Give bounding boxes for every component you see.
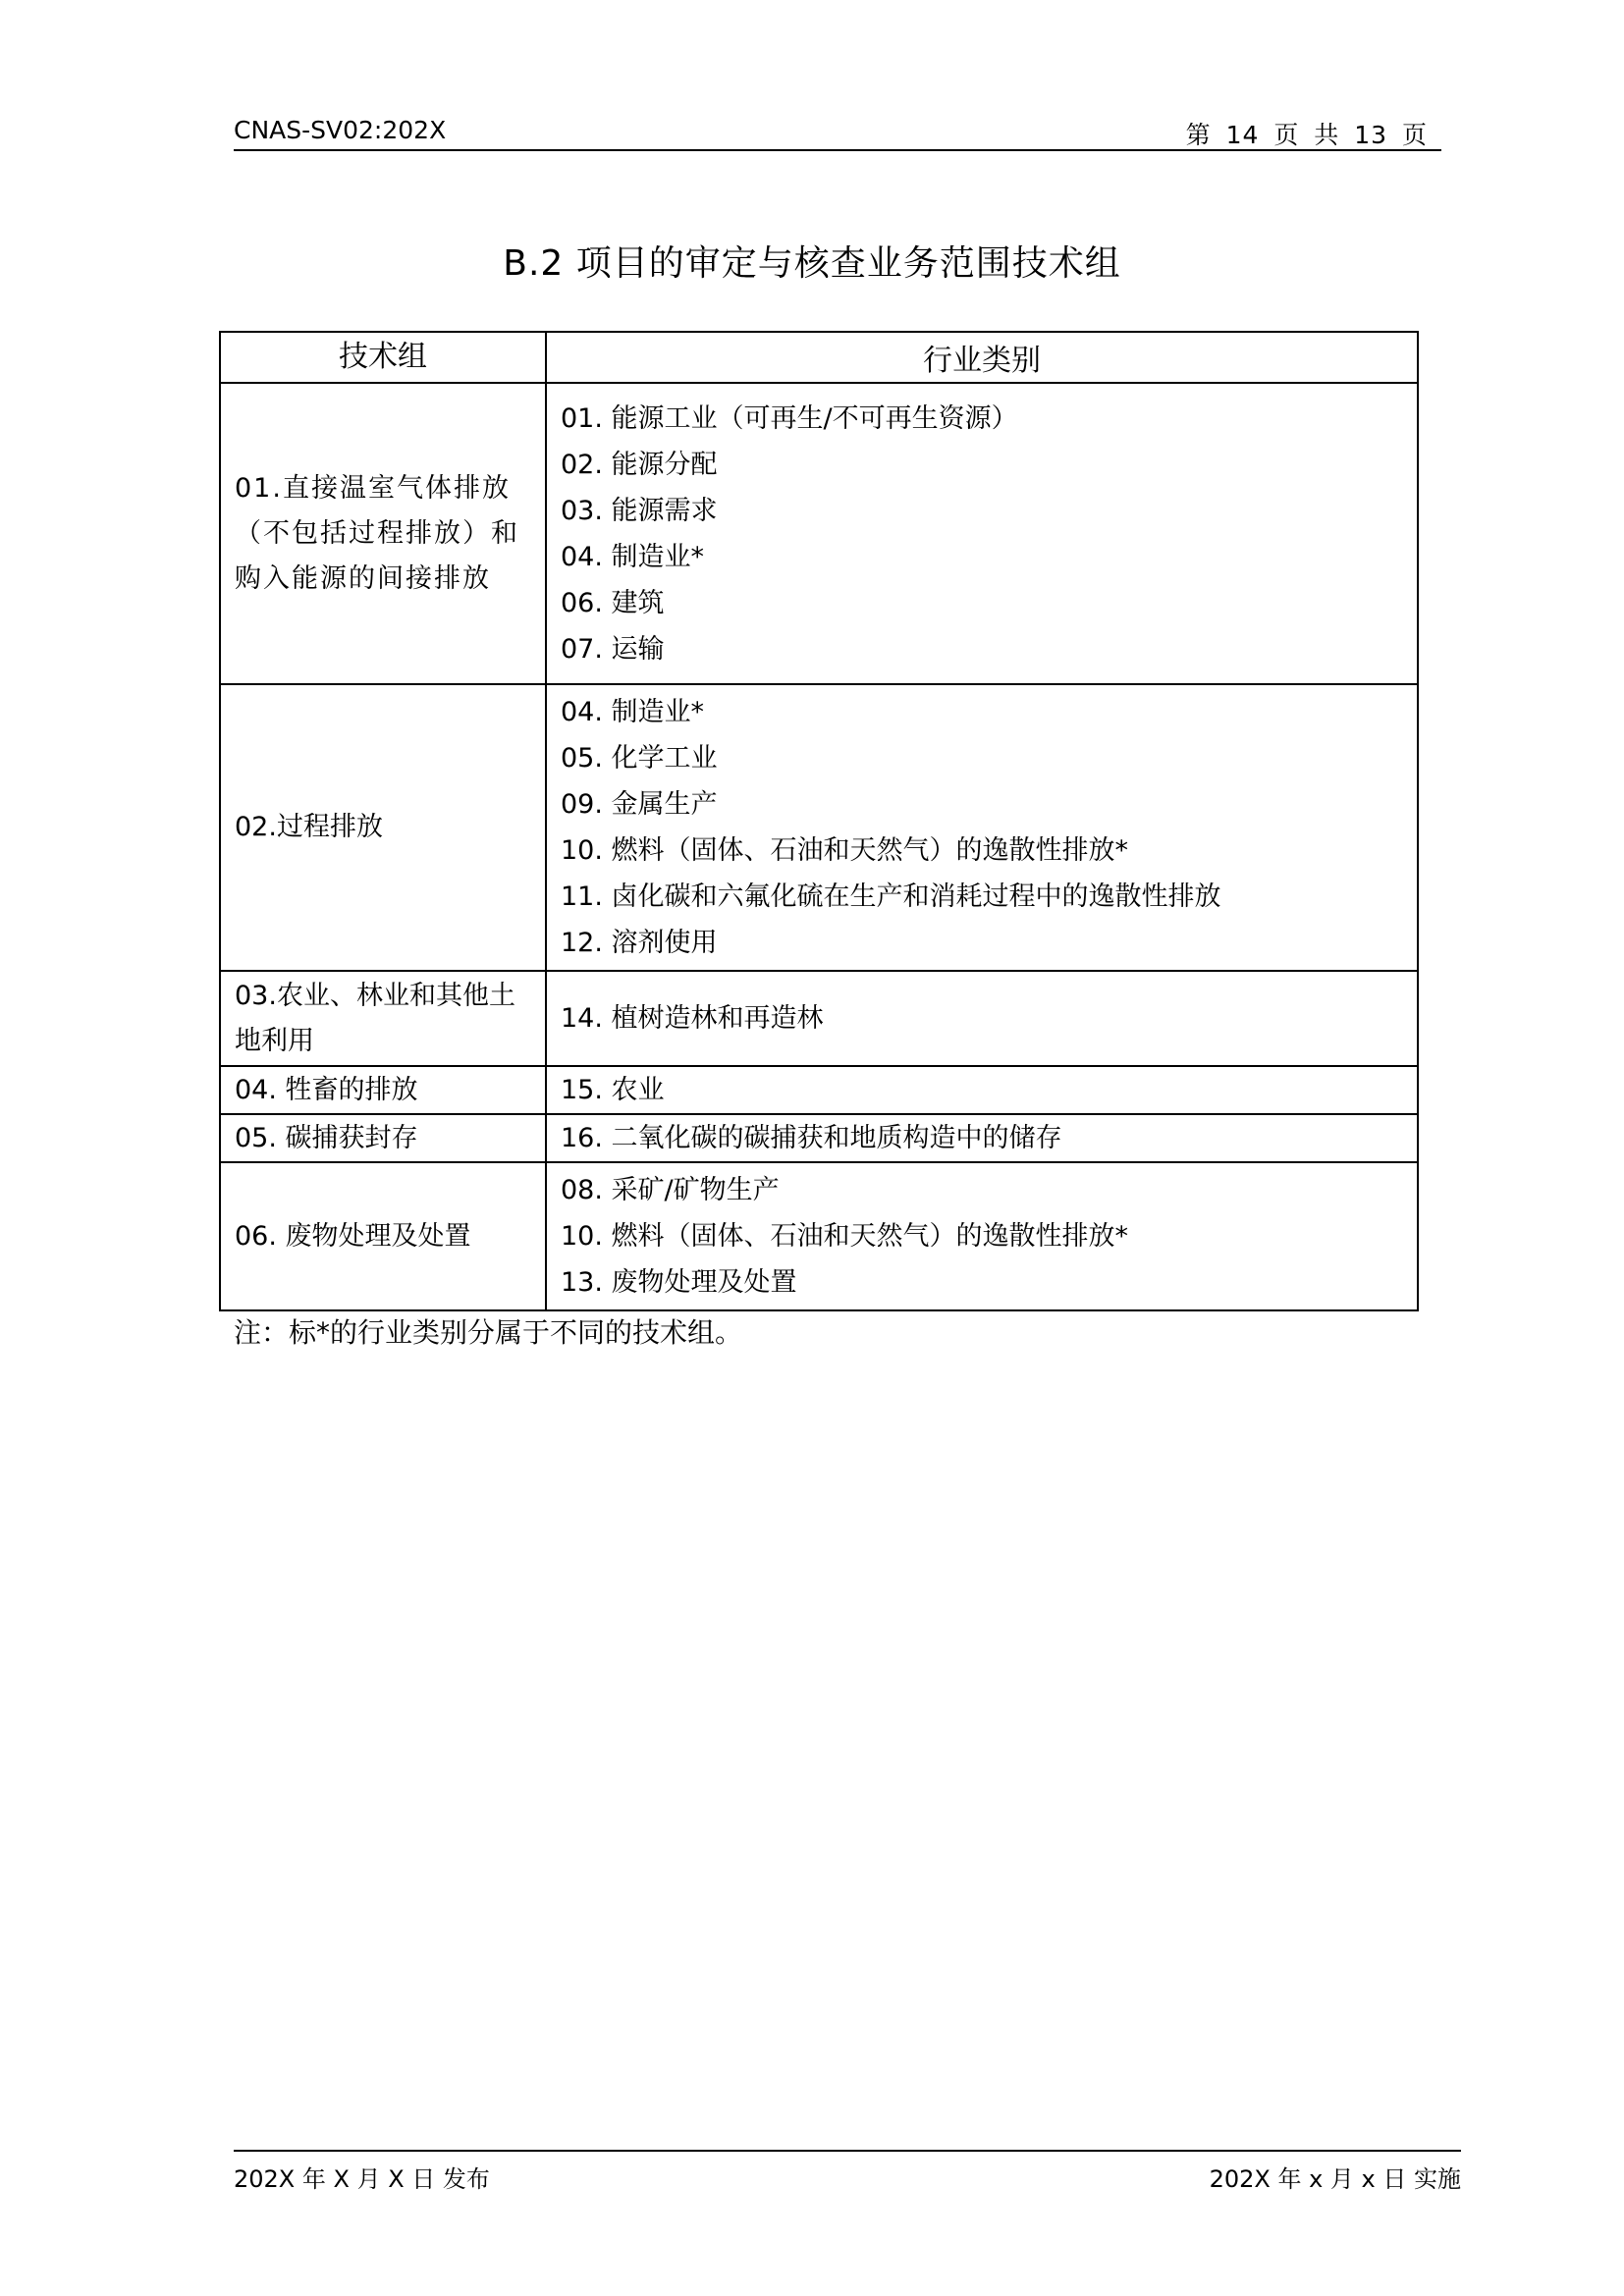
category-item: 12. 溶剂使用: [561, 928, 718, 958]
page-footer: [234, 2150, 1461, 2199]
category-item: 14. 植树造林和再造林: [561, 1003, 824, 1034]
group-cell: 05. 碳捕获封存: [220, 1114, 546, 1162]
category-item: 04. 制造业*: [561, 697, 705, 727]
group-cell: 06. 废物处理及处置: [220, 1162, 546, 1310]
category-cell: [546, 383, 1418, 684]
table-row: [220, 1066, 1418, 1114]
category-item: 04. 制造业*: [561, 541, 705, 572]
implementation-date: 202X 年 x 月 x 日 实施: [1209, 2165, 1461, 2193]
table-note: 注：标*的行业类别分属于不同的技术组。: [234, 1316, 743, 1349]
category-item: 10. 燃料（固体、石油和天然气）的逸散性排放*: [561, 835, 1129, 866]
category-item: 09. 金属生产: [561, 789, 718, 820]
category-item: 07. 运输: [561, 633, 665, 665]
category-item: 13. 废物处理及处置: [561, 1267, 797, 1298]
page-header: [234, 116, 1441, 151]
publish-date: 202X 年 X 月 X 日 发布: [234, 2165, 490, 2193]
category-cell: [546, 1066, 1418, 1114]
category-item: 11. 卤化碳和六氟化硫在生产和消耗过程中的逸散性排放: [561, 881, 1221, 912]
category-cell: [546, 684, 1418, 971]
document-id: CNAS-SV02:202X: [234, 116, 447, 144]
column-header-category: 行业类别: [546, 332, 1418, 383]
category-item: 01. 能源工业（可再生/不可再生资源）: [561, 402, 1018, 434]
table-row: [220, 383, 1418, 684]
category-item: 05. 化学工业: [561, 743, 718, 774]
table-row: [220, 971, 1418, 1066]
category-item: 02. 能源分配: [561, 449, 718, 480]
page-number: 第 14 页 共 13 页: [1185, 121, 1428, 149]
group-cell: 03.农业、林业和其他土地利用: [220, 971, 546, 1066]
table-row: [220, 1114, 1418, 1162]
category-item: 08. 采矿/矿物生产: [561, 1175, 780, 1205]
category-cell: [546, 1162, 1418, 1310]
category-cell: [546, 971, 1418, 1066]
table-row: [220, 1162, 1418, 1310]
section-title: B.2 项目的审定与核查业务范围技术组: [503, 243, 1121, 284]
category-item: 10. 燃料（固体、石油和天然气）的逸散性排放*: [561, 1221, 1129, 1252]
group-cell: 02.过程排放: [220, 684, 546, 971]
column-header-group: 技术组: [220, 332, 546, 383]
category-item: 15. 农业: [561, 1075, 665, 1105]
group-cell: 01.直接温室气体排放（不包括过程排放）和购入能源的间接排放: [220, 383, 546, 684]
technical-group-table: [219, 331, 1419, 1311]
category-item: 06. 建筑: [561, 587, 665, 618]
table-row: [220, 684, 1418, 971]
group-cell: 04. 牲畜的排放: [220, 1066, 546, 1114]
category-item: 16. 二氧化碳的碳捕获和地质构造中的储存: [561, 1123, 1062, 1153]
category-item: 03. 能源需求: [561, 495, 718, 526]
table-header-row: [220, 332, 1418, 383]
category-cell: [546, 1114, 1418, 1162]
